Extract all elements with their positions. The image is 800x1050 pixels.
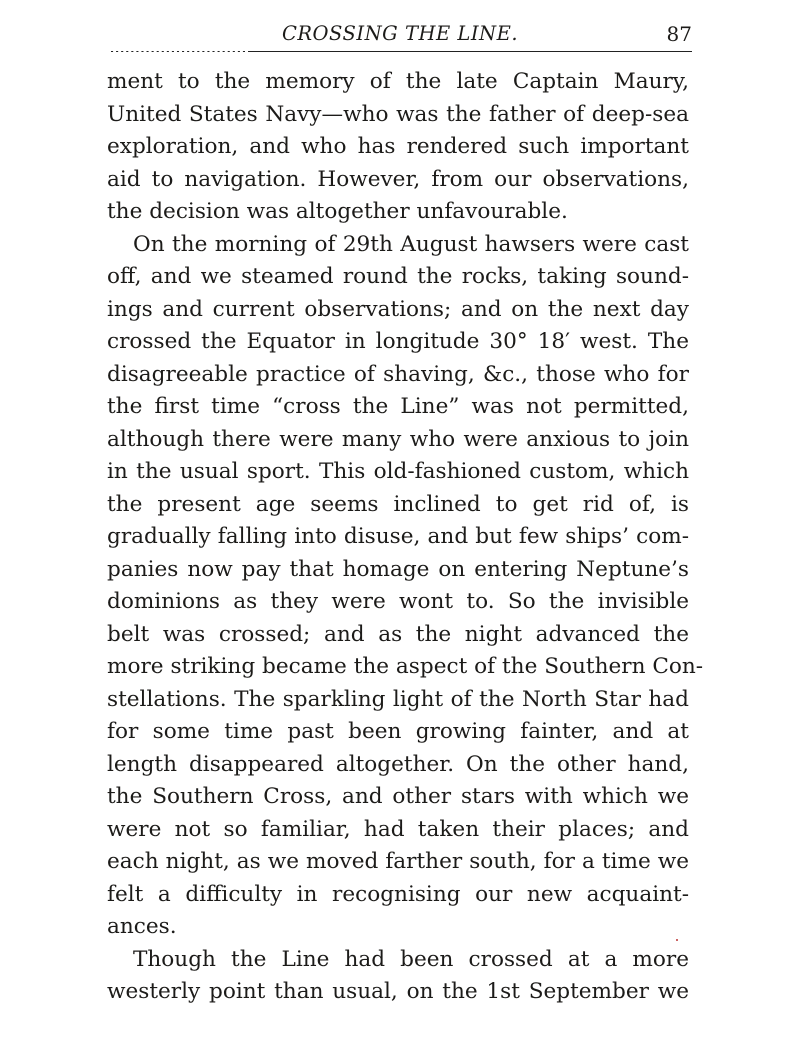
text-line: dominions as they were wont to. So the invisible bbox=[107, 589, 689, 614]
text-line: for some time past been growing fainter, and at bbox=[107, 719, 689, 744]
ink-speck bbox=[676, 939, 678, 941]
text-line: the present age seems inclined to get rid of, is bbox=[107, 491, 689, 517]
text-line: crossed the Equator in longitude 30° 18′ west. The bbox=[107, 329, 689, 354]
text-line: felt a difficulty in recognising our new acquaint- bbox=[107, 881, 689, 907]
text-line: more striking became the aspect of the Southern Con- bbox=[107, 654, 704, 679]
text-line: in the usual sport. This old-fashioned custom, which bbox=[107, 459, 689, 484]
text-line: the Southern Cross, and other stars with which we bbox=[107, 784, 689, 809]
text-line: off, and we steamed round the rocks, taking sound- bbox=[107, 264, 689, 289]
text-line: ings and current observations; and on the next day bbox=[107, 296, 689, 322]
page-number: 87 bbox=[666, 22, 692, 46]
text-line: panies now pay that homage on entering Neptune’s bbox=[107, 556, 689, 582]
text-line: exploration, and who has rendered such important bbox=[107, 134, 689, 159]
text-line: ment to the memory of the late Captain Maury, bbox=[107, 69, 689, 94]
text-line: aid to navigation. However, from our observations, bbox=[107, 166, 689, 192]
text-line: disagreeable practice of shaving, &c., those who for bbox=[107, 361, 689, 387]
text-line: gradually falling into disuse, and but few ships’ com- bbox=[107, 524, 689, 549]
text-line: were not so familiar, had taken their places; and bbox=[107, 816, 689, 842]
text-line: although there were many who were anxious to join bbox=[107, 426, 689, 452]
body-text bbox=[107, 66, 704, 1009]
running-head bbox=[108, 20, 692, 52]
text-line: United States Navy—who was the father of deep-sea bbox=[107, 101, 689, 127]
paragraph-3 bbox=[107, 944, 689, 1009]
text-line: stellations. The sparkling light of the North Star had bbox=[107, 686, 689, 712]
text-line: length disappeared altogether. On the other hand, bbox=[107, 751, 689, 777]
paragraph-2 bbox=[107, 229, 704, 944]
text-line: westerly point than usual, on the 1st September we bbox=[107, 979, 689, 1004]
text-line: the decision was altogether unfavourable. bbox=[107, 199, 568, 224]
text-line: each night, as we moved farther south, for a time we bbox=[107, 849, 689, 874]
text-line: On the morning of 29th August hawsers were cast bbox=[133, 231, 689, 257]
text-line: Though the Line had been crossed at a more bbox=[133, 946, 689, 972]
text-line: ances. bbox=[107, 914, 177, 939]
paragraph-1 bbox=[107, 66, 689, 229]
text-line: belt was crossed; and as the night advanced the bbox=[107, 621, 689, 647]
running-title: CROSSING THE LINE. bbox=[281, 22, 519, 45]
header-rule-worn-section bbox=[108, 51, 248, 52]
text-line: the first time “cross the Line” was not permitted, bbox=[107, 394, 689, 419]
